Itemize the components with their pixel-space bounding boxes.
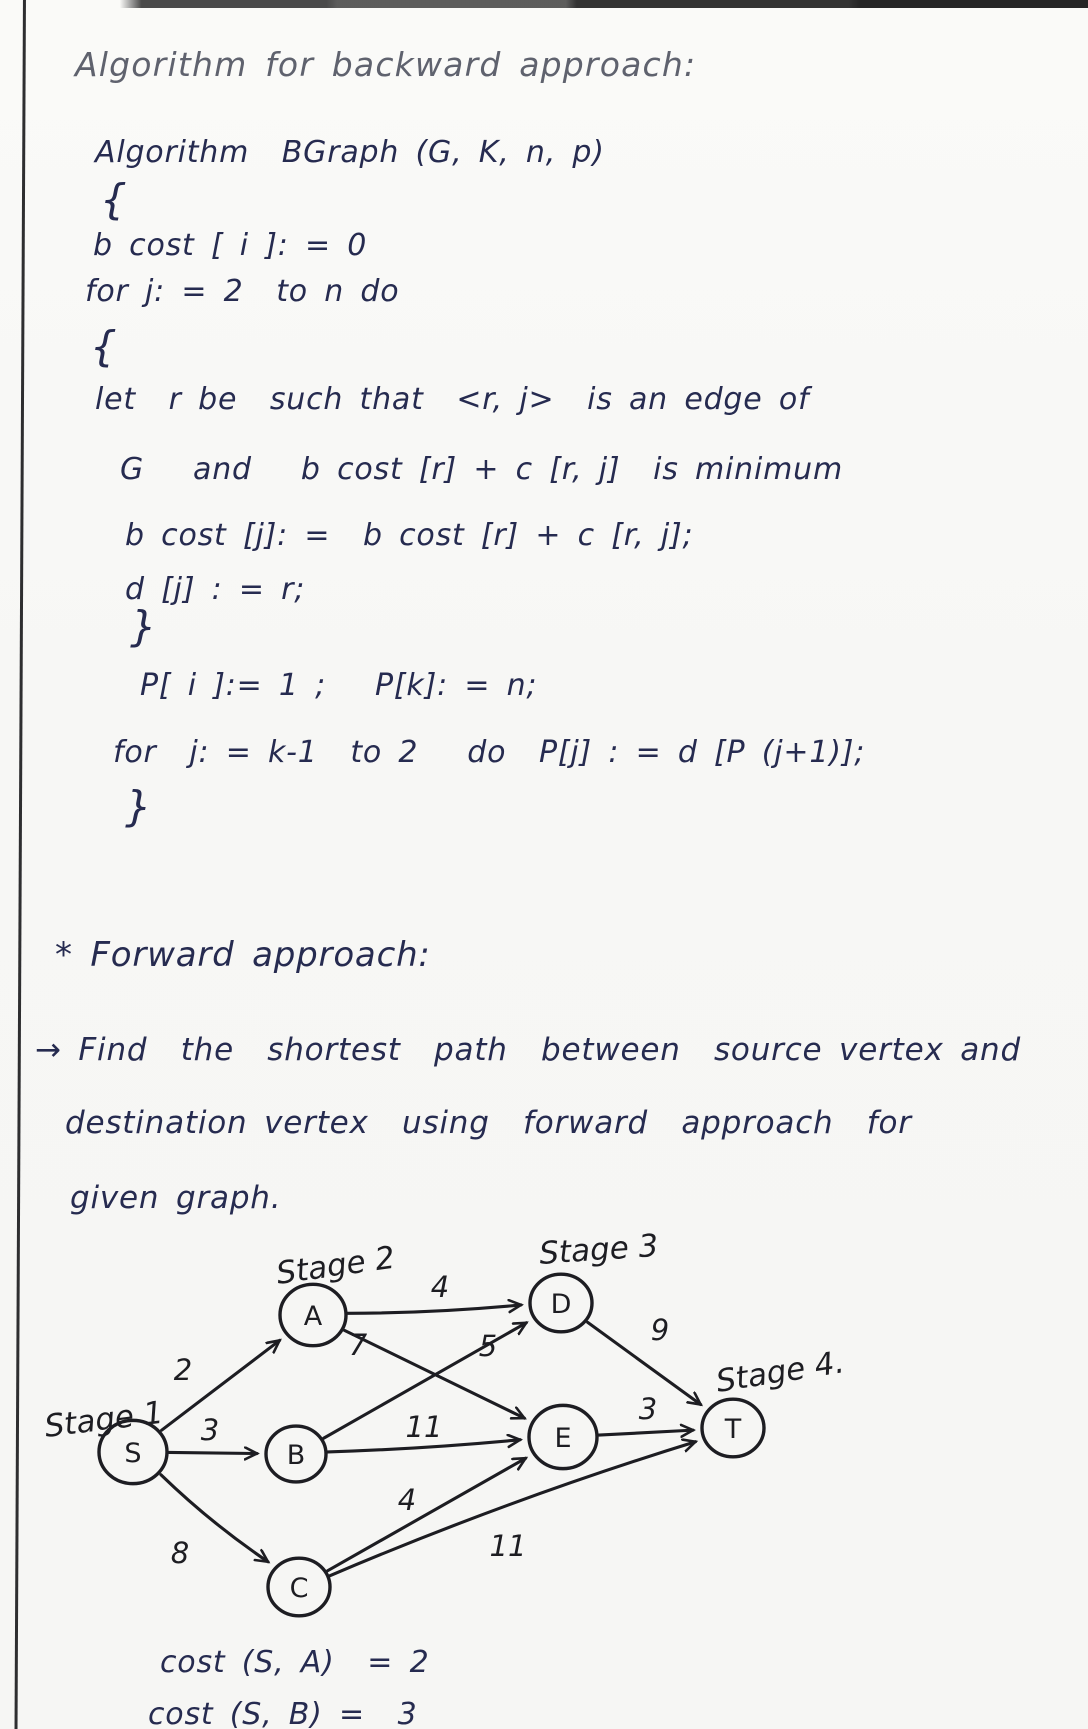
edge-weight-label: 11 — [405, 1410, 443, 1444]
cost-line: cost (S, A) = 2 — [160, 1645, 430, 1680]
stage-label: Stage 1 — [42, 1394, 166, 1445]
open-brace: { — [100, 175, 128, 224]
node-letter-S: S — [124, 1438, 142, 1469]
algorithm-line: Algorithm BGraph (G, K, n, p) — [95, 135, 605, 170]
edge-weight-label: 11 — [489, 1529, 527, 1563]
cost-line: cost (S, B) = 3 — [148, 1697, 418, 1729]
stage-label: Stage 2 — [274, 1239, 398, 1292]
edge-E-T — [599, 1430, 693, 1435]
edge-S-B — [169, 1452, 257, 1453]
edge-weight-label: 8 — [170, 1536, 190, 1570]
node-letter-D: D — [550, 1289, 572, 1320]
edge-weight-label: 4 — [430, 1270, 450, 1304]
node-letter-A: A — [303, 1301, 323, 1332]
stage-label: Stage 4. — [713, 1344, 847, 1400]
algorithm-line: G and b cost [r] + c [r, j] is minimum — [120, 452, 843, 487]
algorithm-line: for j: = 2 to n do — [85, 274, 400, 309]
edge-A-D — [348, 1305, 521, 1313]
edge-weight-label: 3 — [638, 1392, 658, 1426]
forward-line: → Find the shortest path between source vertex and — [35, 1032, 1021, 1068]
node-letter-C: C — [289, 1573, 309, 1604]
algorithm-line: for j: = k-1 to 2 do P[j] : = d [P (j+1)]; — [113, 735, 866, 770]
edge-weight-label: 4 — [397, 1483, 417, 1517]
stage-label: Stage 3 — [538, 1227, 660, 1272]
node-letter-E: E — [554, 1423, 572, 1454]
edge-weight-label: 9 — [650, 1313, 670, 1347]
edge-weight-label: 2 — [173, 1353, 193, 1387]
close-brace: } — [130, 602, 158, 651]
open-brace: { — [90, 322, 118, 371]
forward-heading: * Forward approach: — [55, 935, 431, 975]
algorithm-line: b cost [j]: = b cost [r] + c [r, j]; — [125, 518, 694, 553]
page-title: Algorithm for backward approach: — [75, 45, 697, 84]
algorithm-line: P[ i ]:= 1 ; P[k]: = n; — [140, 668, 538, 703]
edge-weight-label: 5 — [478, 1329, 498, 1363]
algorithm-line: b cost [ i ]: = 0 — [93, 228, 368, 263]
algorithm-line: let r be such that <r, j> is an edge of — [95, 382, 810, 417]
edge-weight-label: 7 — [348, 1328, 368, 1362]
forward-line: given graph. — [70, 1180, 282, 1216]
node-letter-B: B — [286, 1440, 306, 1471]
close-brace: } — [125, 782, 153, 831]
edge-weight-label: 3 — [200, 1413, 220, 1447]
node-letter-T: T — [724, 1414, 742, 1445]
forward-line: destination vertex using forward approach for — [65, 1105, 912, 1141]
algorithm-line: d [j] : = r; — [125, 572, 306, 607]
